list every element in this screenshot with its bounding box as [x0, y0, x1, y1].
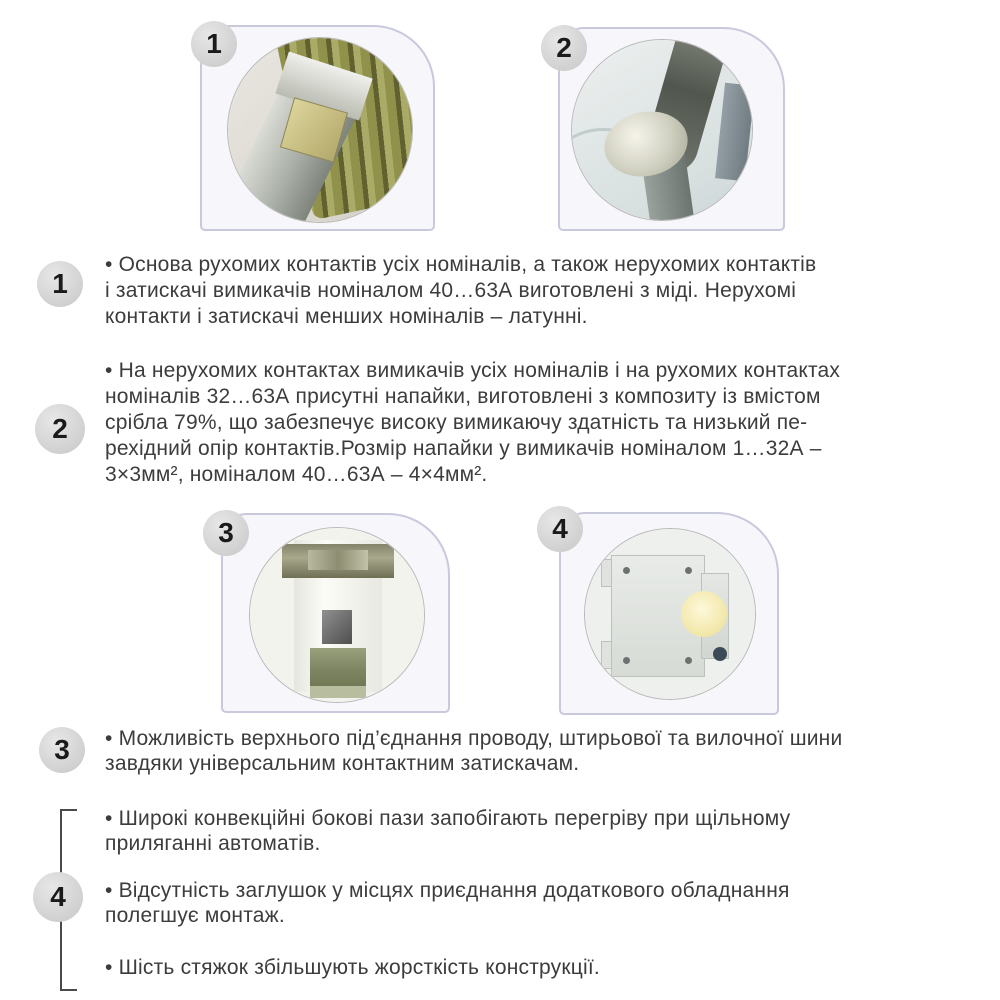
text-line: 3×3мм², номіналом 40…63А – 4×4мм². [105, 463, 488, 486]
section-4-bullet-3 [105, 955, 600, 980]
text-line: • Відсутність заглушок у місцях приєднання додаткового обладнання [105, 879, 790, 902]
green-terminal-cube [310, 648, 366, 688]
section-4-bullet-1 [105, 806, 790, 856]
text-line: • Можливість верхнього під’єднання проводу, штирьової та вилочної шини [105, 727, 843, 750]
text-line: приляганні автоматів. [105, 832, 321, 855]
section-1-number-badge: 1 [37, 261, 83, 307]
text-line: і затискачі вимикачів номіналом 40…63А виготовлені з міді. Нерухомі [105, 279, 797, 302]
figure-2-photo [571, 39, 753, 221]
text-line: • Шість стяжок збільшують жорсткість конструкції. [105, 956, 600, 979]
figure-2-number-badge: 2 [541, 25, 587, 71]
text-line: • Широкі конвекційні бокові пази запобігають перегріву при щільному [105, 807, 791, 830]
rivet-1 [623, 567, 630, 574]
rivet-3 [623, 657, 630, 664]
figure-1-number-badge: 1 [191, 21, 237, 67]
section-1-text [105, 252, 816, 330]
figure-3-number-badge: 3 [203, 510, 249, 556]
figure-card-1 [200, 25, 435, 231]
text-line: рехідний опір контактів.Розмір напайки у вимикачів номіналом 1…32А – [105, 437, 822, 460]
section-4-number-badge: 4 [33, 872, 83, 922]
text-line: контакти і затискачі менших номіналів – латунні. [105, 305, 588, 328]
figure-1-photo [227, 37, 413, 223]
clamp-top-metal [308, 550, 368, 570]
section-2-text [105, 358, 840, 488]
figure-card-2 [558, 27, 785, 231]
text-line: полегшує монтаж. [105, 904, 285, 927]
section-2-number-badge: 2 [35, 404, 85, 454]
figure-3-photo [249, 527, 425, 703]
figure-card-3 [221, 513, 450, 713]
screw-head [322, 610, 352, 644]
screw-dot [713, 647, 727, 661]
section-4-bracket-tick-bottom [60, 989, 77, 991]
text-line: завдяки універсальним контактним затискачам. [105, 752, 580, 775]
figure-card-4 [559, 512, 779, 715]
text-line: • На нерухомих контактах вимикачів усіх номіналів і на рухомих контактах [105, 359, 841, 382]
text-line: срібла 79%, що забезпечує високу вимикаючу здатність та низький пе- [105, 411, 808, 434]
section-4-bracket-tick-top [60, 809, 77, 811]
coil-window [681, 591, 727, 637]
section-3-text [105, 726, 842, 776]
rivet-2 [685, 567, 692, 574]
section-4-bullet-2 [105, 878, 790, 928]
rivet-4 [685, 657, 692, 664]
figure-4-number-badge: 4 [537, 506, 583, 552]
text-line: номіналів 32…63А присутні напайки, виготовлені з композиту із вмістом [105, 385, 821, 408]
text-line: • Основа рухомих контактів усіх номіналів, а також нерухомих контактів [105, 253, 817, 276]
figure-4-photo [584, 528, 756, 700]
terminal-cube-base [310, 686, 366, 698]
section-3-number-badge: 3 [39, 727, 85, 773]
